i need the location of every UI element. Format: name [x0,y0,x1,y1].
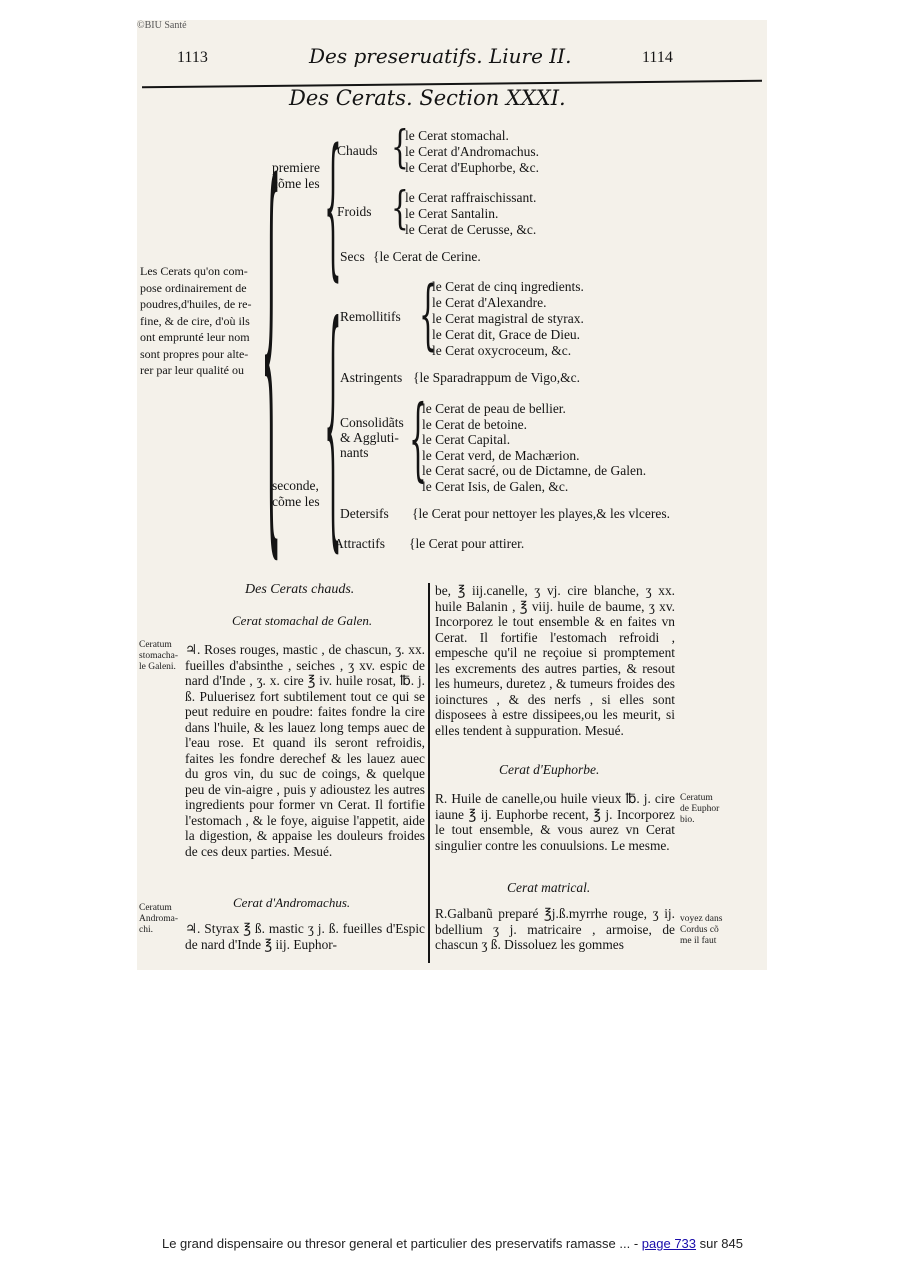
chauds-list: le Cerat stomachal. le Cerat d'Andromachus. le Cerat d'Euphorbe, &c. [405,128,540,175]
left-heading: Des Cerats chauds. [245,582,355,597]
footer-title: Le grand dispensaire ou thresor general et particulier des preservatifs ramasse ... - [161,1236,642,1251]
watermark: ©BIU Santé [137,20,187,31]
chauds-label: Chauds [337,143,378,158]
right-paragraph-1: be, ℥ iij.canelle, ʒ vj. cire blanche, ʒ xx. huile Balanin , ℥ viij. huile de baume, ʒ xv. Incorporez le tout ensemble & en faites vn Cerat. Il fortifie l'estomach refroidi , empesche qu'il ne reçoiue si promptement les excrements des autres parties, & resout les humeurs, duretez , & tumeurs froides des ioinctures , & des nerfs , si elles sont disposees à estre dissipees,ou les meurit, si elles tendent à suppuration. Mesué. [435,583,675,738]
remollitifs-label: Remollitifs [340,309,401,324]
right-subheading-euphorbe: Cerat d'Euphorbe. [499,762,600,777]
premiere-label: premiere cõme les [272,160,320,191]
left-subheading-2: Cerat d'Andromachus. [233,895,351,910]
right-subheading-matrical: Cerat matrical. [507,880,591,895]
section-title: Des Cerats. Section XXXI. [289,86,566,110]
right-paragraph-2: R. Huile de canelle,ou huile vieux ℔. j. cire iaune ℥ ij. Euphorbe recent, ℥ j. Incorporez le tout ensemble, & vous aurez vn Cerat singulier contre les conuulsions. Le mesme. [435,791,675,853]
left-page-number: 1113 [177,49,208,66]
right-page-number: 1114 [642,49,673,66]
outer-brace: { [261,95,282,598]
book-page [137,20,767,970]
left-margin-note-2: Ceratum Androma- chi. [139,903,179,935]
left-margin-note-1: Ceratum stomacha- le Galeni. [139,640,179,672]
consolidants-label: Consolidãts & Aggluti- nants [340,415,404,460]
froids-label: Froids [337,204,372,219]
page-link[interactable]: page 733 [641,1236,697,1251]
astringents-value: {le Sparadrappum de Vigo,&c. [413,370,581,385]
column-divider [428,583,430,963]
secs-value: {le Cerat de Cerine. [373,249,481,264]
table-intro: Les Cerats qu'on com- pose ordinairement de poudres,d'huiles, de re- fine, & de cire, d'où ils ont emprunté leur nom sont propres pour alte- rer par leur qualité ou [140,264,252,377]
viewer-footer [0,1236,905,1251]
running-title: Des preseruatifs. Liure II. [309,44,572,68]
froids-brace: { [391,181,409,234]
detersifs-label: Detersifs [340,506,389,521]
attractifs-label: Attractifs [334,536,385,551]
seconde-label: seconde, cõme les [272,478,320,509]
secs-label: Secs [340,249,365,264]
right-margin-note-2: voyez dans Cordus cõ me il faut [680,914,723,946]
right-paragraph-3: R.Galbanũ preparé ℥j.ß.myrrhe rouge, ʒ ij. bdellium ʒ j. matricaire , armoise, de chascun ʒ ß. Dissoluez les gommes [435,906,675,952]
remollitifs-list: le Cerat de cinq ingredients. le Cerat d'Alexandre. le Cerat magistral de styrax. le Cerat dit, Grace de Dieu. le Cerat oxycroceum, &c. [432,279,584,358]
froids-list: le Cerat raffraischissant. le Cerat Santalin. le Cerat de Cerusse, &c. [405,190,537,237]
chauds-brace: { [391,120,409,173]
consolidants-brace: { [409,386,427,492]
attractifs-value: {le Cerat pour attirer. [409,536,525,551]
left-paragraph-2: ♃. Styrax ℥ ß. mastic ʒ j. ß. fueilles d'Espic de nard d'Inde ℥ iij. Euphor- [185,921,425,952]
astringents-label: Astringents [340,370,403,385]
footer-page-count: sur 845 [696,1236,743,1251]
premiere-brace: { [324,115,342,297]
consolidants-list: le Cerat de peau de bellier. le Cerat de betoine. le Cerat Capital. le Cerat verd, de Machærion. le Cerat sacré, ou de Dictamne, de Galen. le Cerat Isis, de Galen, &c. [422,401,647,494]
right-margin-note-1: Ceratum de Euphor bio. [680,793,720,825]
left-paragraph-1: ♃. Roses rouges, mastic , de chascun, ʒ. xx. fueilles d'absinthe , seiches , ʒ xv. espic de nard d'Inde , ʒ. x. cire ℥ iv. huile rosat, ℔. j. ß. Puluerisez fort subtilement tout ce qui se peut reduire en poudre: faites fondre la cire dans l'huile, & les lauez long temps auec de l'eau rose. Et quand ils seront refroidis, faites les fondre derechef & les lauez auec du gros vin, du suc de coings, & quelque peu de vin-aigre , puis y adioustez les autres ingredients pour former vn Cerat. Il fortifie l'estomach , & le foye, aiguise l'appetit, aide la digestion, & appaise les douleurs froides de ces deux parties. Mesué. [185,642,425,859]
detersifs-value: {le Cerat pour nettoyer les playes,& les vlceres. [412,506,671,521]
seconde-brace: { [324,270,342,577]
left-subheading-1: Cerat stomachal de Galen. [232,613,373,628]
scanned-page-image [137,20,767,970]
remollitifs-brace: { [419,269,437,359]
